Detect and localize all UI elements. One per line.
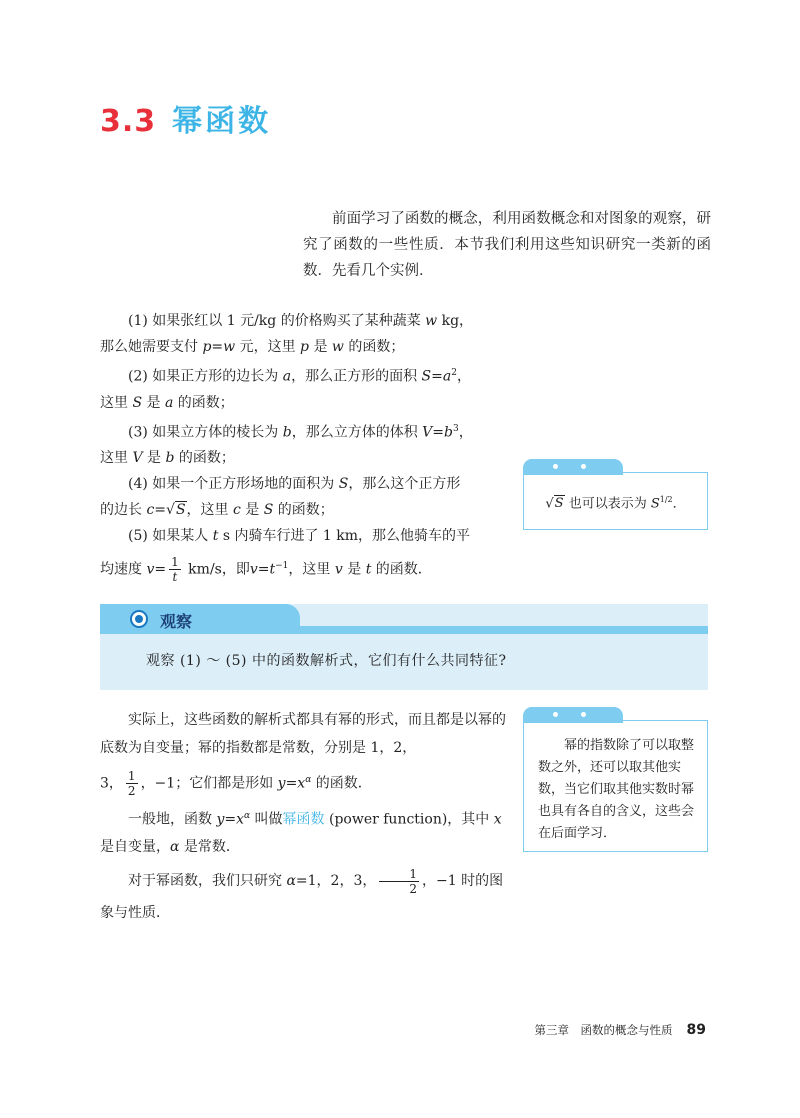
note-dot-icon	[581, 712, 586, 717]
page-footer	[535, 1022, 706, 1038]
note-dot-icon	[581, 464, 586, 469]
section-heading: 幂函数	[172, 104, 272, 139]
examples-block	[100, 308, 506, 587]
term-power-function: 幂函数	[282, 811, 325, 828]
note-tab	[523, 707, 623, 723]
example-1: (1) 如果张红以 1 元/kg 的价格购买了某种蔬菜 w kg，	[128, 313, 474, 329]
note-exponent-text: 幂的指数除了可以取整数之外，还可以取其他实数，当它们取其他实数时幂也具有各自的含义，这些会在后面学习．	[538, 738, 695, 841]
observe-panel	[100, 604, 708, 690]
body-paragraph-2: 一般地，函数 $y=x^\alpha$ 叫做幂函数 (power function)，其中 x 是自变量，α 是常数．	[100, 810, 502, 856]
observe-title: 观察	[160, 612, 193, 631]
note-tab	[523, 459, 623, 475]
example-4-cont: 的边长 c=√S，这里 c 是 S 的函数；	[100, 502, 334, 519]
example-4: (4) 如果一个正方形场地的面积为 S，那么这个正方形	[128, 476, 461, 493]
example-5: (5) 如果某人 t s 内骑车行进了 1 km，那么他骑车的平	[128, 528, 471, 545]
example-1-cont: 那么她需要支付 p=w 元，这里 p 是 w 的函数；	[100, 339, 405, 355]
note-sqrt-text: √S 也可以表示为 $S^{1/2}$．	[545, 495, 686, 512]
margin-note-exponent	[523, 720, 708, 852]
note-dot-icon	[553, 464, 558, 469]
margin-note-sqrt	[523, 472, 708, 530]
body-paragraph-3: 对于幂函数，我们只研究 α=1，2，3， $\frac{1}{2}$ ，−1 时的图	[128, 866, 504, 896]
sqrt-s: √S	[166, 502, 186, 519]
body-paragraph-1-cont: 3， $\frac{1}{2}$ ，−1；它们都是形如 $y=x^\alpha$ 的函数．	[100, 769, 372, 799]
example-2: (2) 如果正方形的边长为 a，那么正方形的面积 $S=a^2$，	[128, 368, 471, 385]
fraction-1-over-t: $\frac{1}{t}$	[171, 555, 179, 585]
observe-bar	[300, 626, 708, 634]
section-title	[100, 96, 272, 139]
page-number: 89	[686, 1022, 706, 1038]
body-block	[100, 706, 506, 927]
body-paragraph-3-cont: 象与性质．	[100, 905, 170, 922]
example-3-cont: 这里 V 是 b 的函数；	[100, 450, 235, 467]
example-2-cont: 这里 S 是 a 的函数；	[100, 394, 234, 411]
observe-question: 观察 (1) ～ (5) 中的函数解析式，它们有什么共同特征?	[146, 653, 507, 669]
fraction-one-half: $\frac{1}{2}$	[379, 867, 419, 896]
example-3: (3) 如果立方体的棱长为 b，那么立方体的体积 $V=b^3$，	[128, 423, 473, 441]
example-5-cont: 均速度 v= $\frac{1}{t}$ km/s，即$v=t^{-1}$，这里 v 是 t 的函数．	[100, 555, 432, 585]
note-dot-icon	[553, 712, 558, 717]
chapter-label: 第三章 函数的概念与性质	[534, 1023, 673, 1037]
fraction-one-half: $\frac{1}{2}$	[127, 769, 136, 799]
section-number: 3.3	[100, 104, 157, 139]
body-paragraph-1: 实际上，这些函数的解析式都具有幂的形式，而且都是以幂的底数为自变量；幂的指数都是常数，分别是 1，2，	[100, 712, 506, 756]
intro-paragraph: 前面学习了函数的概念，利用函数概念和对图象的观察，研究了函数的一些性质．本节我们利用这些知识研究一类新的函数．先看几个实例．	[303, 211, 711, 279]
target-icon	[130, 610, 148, 628]
